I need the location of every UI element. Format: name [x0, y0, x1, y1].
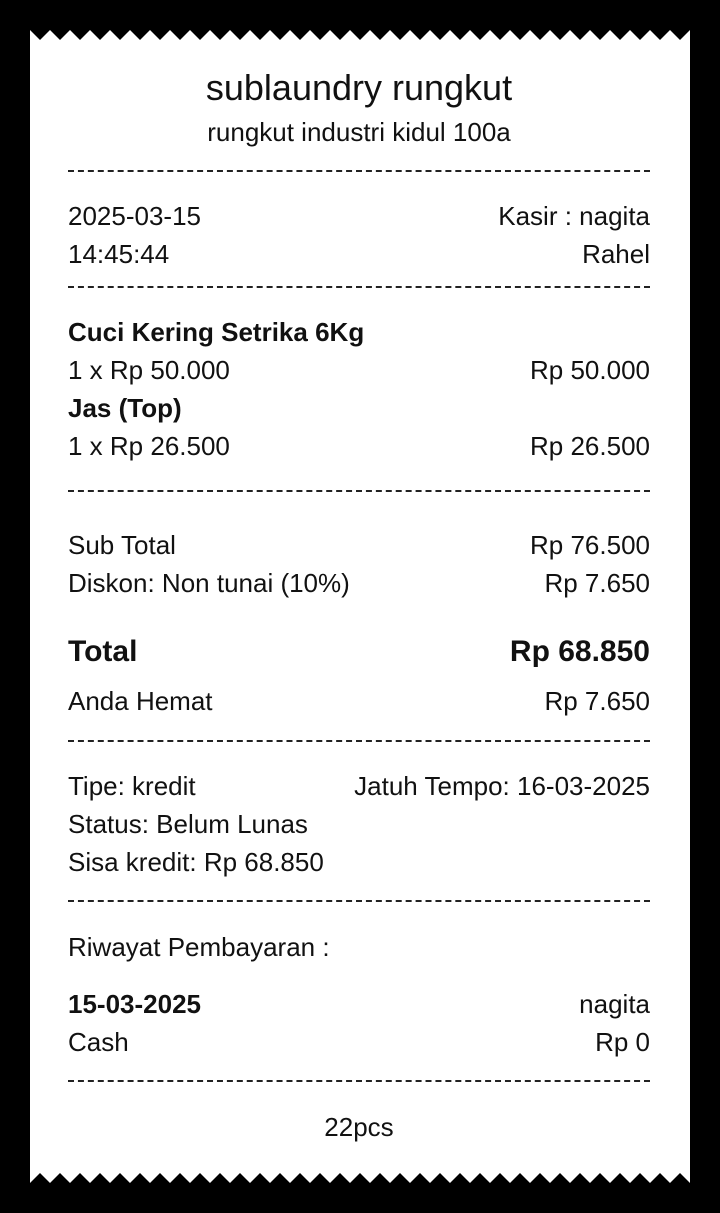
discount-value: Rp 7.650 [544, 568, 650, 598]
torn-edge-top [30, 30, 690, 44]
total-pieces: 22pcs [324, 1112, 394, 1142]
subtotal-value: Rp 76.500 [530, 530, 650, 560]
transaction-time: 14:45:44 [68, 239, 170, 269]
divider [68, 740, 650, 742]
saved-row [68, 682, 650, 720]
item-amount: Rp 50.000 [530, 355, 650, 385]
item-line [68, 351, 650, 389]
item-amount: Rp 26.500 [530, 431, 650, 461]
meta-row-2 [68, 235, 650, 273]
due-date: Jatuh Tempo: 16-03-2025 [354, 771, 650, 801]
subtotal-row [68, 526, 650, 564]
divider [68, 1080, 650, 1082]
history-method: Cash [68, 1027, 129, 1057]
store-address: rungkut industri kidul 100a [207, 117, 511, 147]
remaining-credit: Sisa kredit: Rp 68.850 [68, 847, 324, 877]
payment-status: Status: Belum Lunas [68, 809, 308, 839]
item-line [68, 427, 650, 465]
history-amount: Rp 0 [595, 1027, 650, 1057]
history-title: Riwayat Pembayaran : [68, 932, 330, 962]
divider [68, 170, 650, 172]
total-label: Total [68, 635, 138, 668]
item-qty-price: 1 x Rp 26.500 [68, 431, 230, 461]
divider [68, 490, 650, 492]
meta-row-1 [68, 197, 650, 235]
history-date: 15-03-2025 [68, 989, 201, 1019]
saved-value: Rp 7.650 [544, 686, 650, 716]
payment-type-row [68, 767, 650, 805]
payment-type: Tipe: kredit [68, 771, 196, 801]
item-name: Cuci Kering Setrika 6Kg [68, 317, 365, 347]
history-entry-detail [68, 1023, 650, 1061]
cashier-name: Kasir : nagita [498, 201, 650, 231]
item-qty-price: 1 x Rp 50.000 [68, 355, 230, 385]
saved-label: Anda Hemat [68, 686, 213, 716]
subtotal-label: Sub Total [68, 530, 176, 560]
customer-name: Rahel [582, 239, 650, 269]
receipt-paper [30, 30, 690, 1183]
history-by: nagita [579, 989, 650, 1019]
discount-label: Diskon: Non tunai (10%) [68, 568, 350, 598]
total-row [68, 632, 650, 672]
divider [68, 286, 650, 288]
divider [68, 900, 650, 902]
discount-row [68, 564, 650, 602]
torn-edge-bottom [30, 1169, 690, 1183]
store-name: sublaundry rungkut [205, 67, 513, 108]
history-entry-header [68, 985, 650, 1023]
total-value: Rp 68.850 [509, 635, 650, 668]
transaction-date: 2025-03-15 [68, 201, 201, 231]
item-name: Jas (Top) [68, 393, 182, 423]
